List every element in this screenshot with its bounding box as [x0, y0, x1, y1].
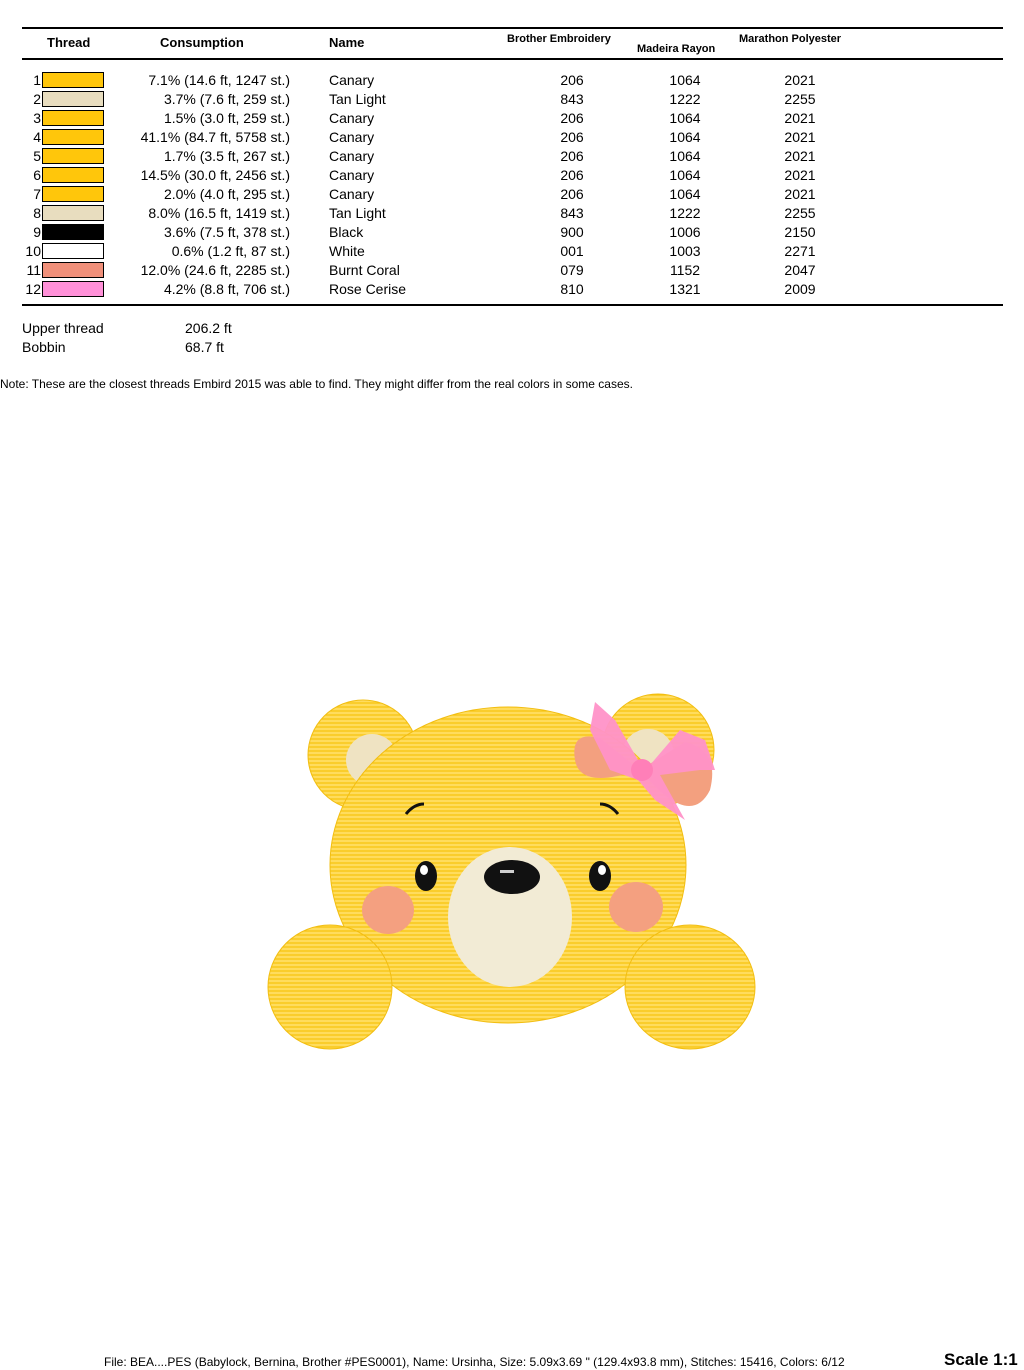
consumption-cell: 12.0% (24.6 ft, 2285 st.)	[140, 262, 290, 278]
bobbin-value: 68.7 ft	[185, 339, 224, 355]
thread-number: 11	[26, 262, 41, 278]
thread-color-swatch	[42, 224, 104, 240]
bobbin-label: Bobbin	[22, 339, 66, 355]
thread-number: 7	[33, 186, 41, 202]
consumption-cell: 4.2% (8.8 ft, 706 st.)	[163, 281, 290, 297]
consumption-cell: 1.7% (3.5 ft, 267 st.)	[163, 148, 290, 164]
table-row	[0, 108, 1024, 127]
madeira-code-cell: 1064	[669, 148, 701, 164]
thread-name-cell: Canary	[329, 167, 375, 183]
marathon-code-cell: 2255	[784, 91, 816, 107]
nose-highlight	[500, 870, 514, 873]
right-eye-highlight	[598, 865, 606, 875]
brother-code-cell: 843	[560, 205, 584, 221]
brother-code-cell: 206	[560, 110, 584, 126]
madeira-code-cell: 1152	[669, 262, 701, 278]
thread-number: 3	[33, 110, 41, 126]
right-eye	[589, 861, 611, 891]
consumption-cell: 7.1% (14.6 ft, 1247 st.)	[148, 72, 290, 88]
consumption-cell: 3.6% (7.5 ft, 378 st.)	[163, 224, 290, 240]
thread-color-swatch	[42, 110, 104, 126]
thread-number: 6	[33, 167, 41, 183]
madeira-code-cell: 1321	[669, 281, 701, 297]
brother-code-cell: 206	[560, 72, 584, 88]
marathon-code-cell: 2021	[784, 186, 816, 202]
brother-code-cell: 900	[560, 224, 584, 240]
consumption-cell: 8.0% (16.5 ft, 1419 st.)	[148, 205, 290, 221]
thread-name-cell: Canary	[329, 186, 375, 202]
thread-color-swatch	[42, 72, 104, 88]
header-marathon: Marathon Polyester	[739, 33, 842, 45]
table-row	[0, 70, 1024, 89]
table-row	[0, 165, 1024, 184]
nose	[484, 860, 540, 894]
top-rule	[22, 27, 1003, 29]
thread-color-swatch	[42, 91, 104, 107]
thread-color-swatch	[42, 205, 104, 221]
madeira-code-cell: 1222	[669, 91, 701, 107]
thread-name-cell: Canary	[329, 110, 375, 126]
marathon-code-cell: 2021	[784, 110, 816, 126]
thread-name-cell: Tan Light	[329, 91, 386, 107]
thread-color-swatch	[42, 148, 104, 164]
brother-code-cell: 079	[560, 262, 584, 278]
brother-code-cell: 206	[560, 148, 584, 164]
thread-number: 8	[33, 205, 41, 221]
thread-name-cell: White	[329, 243, 365, 259]
table-row	[0, 203, 1024, 222]
table-row	[0, 184, 1024, 203]
brother-code-cell: 206	[560, 167, 584, 183]
madeira-code-cell: 1003	[669, 243, 701, 259]
design-preview-image	[260, 690, 760, 1060]
consumption-cell: 2.0% (4.0 ft, 295 st.)	[163, 186, 290, 202]
consumption-cell: 3.7% (7.6 ft, 259 st.)	[163, 91, 290, 107]
madeira-code-cell: 1006	[669, 224, 701, 240]
thread-color-swatch	[42, 167, 104, 183]
brother-code-cell: 206	[560, 186, 584, 202]
thread-number: 2	[33, 91, 41, 107]
upper-thread-label: Upper thread	[22, 320, 104, 336]
madeira-code-cell: 1064	[669, 129, 701, 145]
thread-color-swatch	[42, 281, 104, 297]
madeira-code-cell: 1064	[669, 186, 701, 202]
table-row	[0, 241, 1024, 260]
consumption-cell: 1.5% (3.0 ft, 259 st.)	[163, 110, 290, 126]
thread-name-cell: Tan Light	[329, 205, 386, 221]
header-madeira: Madeira Rayon	[637, 43, 716, 55]
right-paw	[625, 925, 755, 1049]
thread-number: 1	[33, 72, 41, 88]
marathon-code-cell: 2021	[784, 148, 816, 164]
left-paw	[268, 925, 392, 1049]
table-row	[0, 146, 1024, 165]
table-row	[0, 222, 1024, 241]
left-eye	[415, 861, 437, 891]
marathon-code-cell: 2047	[784, 262, 816, 278]
marathon-code-cell: 2021	[784, 129, 816, 145]
table-row	[0, 279, 1024, 298]
marathon-code-cell: 2255	[784, 205, 816, 221]
table-row	[0, 89, 1024, 108]
thread-number: 12	[25, 281, 41, 297]
thread-name-cell: Canary	[329, 129, 375, 145]
left-cheek	[362, 886, 414, 934]
marathon-code-cell: 2021	[784, 167, 816, 183]
upper-thread-value: 206.2 ft	[185, 320, 232, 336]
header-brother: Brother Embroidery	[507, 33, 611, 45]
madeira-code-cell: 1064	[669, 110, 701, 126]
bow-knot	[631, 759, 653, 781]
note-text: Note: These are the closest threads Embird 2015 was able to find. They might differ from the real colors in some cases.	[0, 377, 633, 391]
brother-code-cell: 810	[560, 281, 584, 297]
header-thread: Thread	[47, 35, 91, 50]
bottom-rule	[22, 304, 1003, 306]
thread-color-swatch	[42, 243, 104, 259]
thread-color-swatch	[42, 186, 104, 202]
right-cheek	[609, 882, 663, 932]
madeira-code-cell: 1064	[669, 167, 701, 183]
brother-code-cell: 001	[560, 243, 584, 259]
marathon-code-cell: 2150	[784, 224, 816, 240]
thread-name-cell: Black	[329, 224, 364, 240]
thread-name-cell: Burnt Coral	[329, 262, 400, 278]
thread-color-swatch	[42, 262, 104, 278]
madeira-code-cell: 1222	[669, 205, 701, 221]
consumption-cell: 14.5% (30.0 ft, 2456 st.)	[140, 167, 290, 183]
left-eye-highlight	[420, 865, 428, 875]
thread-number: 9	[33, 224, 41, 240]
marathon-code-cell: 2021	[784, 72, 816, 88]
header-name: Name	[329, 35, 365, 50]
thread-table	[0, 70, 1024, 298]
brother-code-cell: 206	[560, 129, 584, 145]
scale-label: Scale 1:1	[944, 1350, 1018, 1369]
thread-color-swatch	[42, 129, 104, 145]
thread-number: 10	[25, 243, 41, 259]
marathon-code-cell: 2271	[784, 243, 816, 259]
table-row	[0, 127, 1024, 146]
thread-number: 4	[33, 129, 41, 145]
thread-name-cell: Rose Cerise	[329, 281, 407, 297]
brother-code-cell: 843	[560, 91, 584, 107]
consumption-cell: 41.1% (84.7 ft, 5758 st.)	[140, 129, 290, 145]
header-rule	[22, 58, 1003, 60]
thread-name-cell: Canary	[329, 72, 375, 88]
marathon-code-cell: 2009	[784, 281, 816, 297]
thread-number: 5	[33, 148, 41, 164]
table-row	[0, 260, 1024, 279]
consumption-cell: 0.6% (1.2 ft, 87 st.)	[171, 243, 290, 259]
header-consumption: Consumption	[160, 35, 244, 50]
thread-name-cell: Canary	[329, 148, 375, 164]
file-info: File: BEA....PES (Babylock, Bernina, Brother #PES0001), Name: Ursinha, Size: 5.09x3.69 " (129.4x93.8 mm), Stitches: 15416, Colors: 6/12	[104, 1355, 845, 1369]
madeira-code-cell: 1064	[669, 72, 701, 88]
